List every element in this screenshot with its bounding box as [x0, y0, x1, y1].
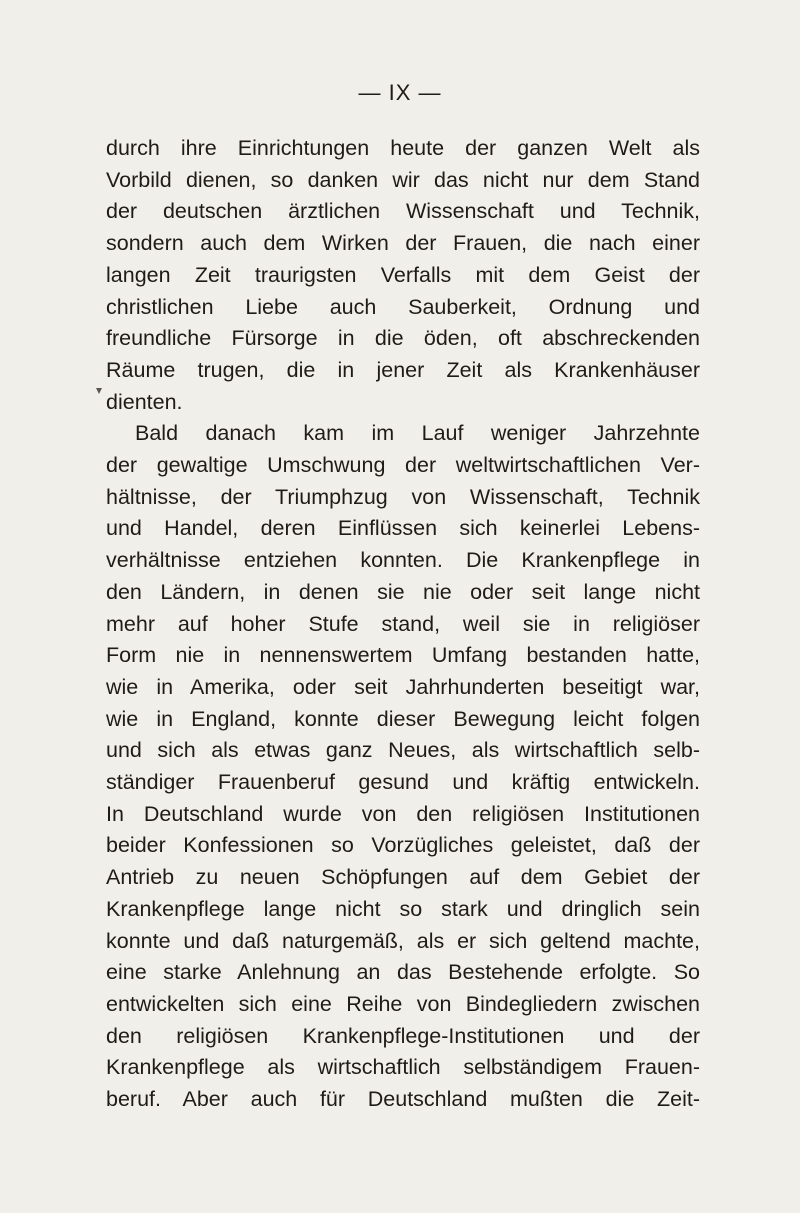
text-line: den religiösen Krankenpflege-Institutionen und der — [106, 1023, 700, 1048]
text-line: langen Zeit traurigsten Verfalls mit dem Geist der — [106, 262, 700, 287]
text-line: Vorbild dienen, so danken wir das nicht nur dem Stand — [106, 167, 700, 192]
text-line: Antrieb zu neuen Schöpfungen auf dem Gebiet der — [106, 865, 700, 890]
text-line: freundliche Fürsorge in die öden, oft abschreckenden — [106, 326, 700, 351]
paragraph — [106, 133, 700, 418]
text-line: ständiger Frauenberuf gesund und kräftig entwickeln. — [106, 770, 700, 795]
text-line: Form nie in nennenswertem Umfang bestanden hatte, — [106, 643, 700, 668]
text-line: durch ihre Einrichtungen heute der ganzen Welt als — [106, 136, 700, 160]
text-line: In Deutschland wurde von den religiösen Institutionen — [106, 801, 700, 826]
body-text — [106, 133, 700, 1116]
text-line: verhältnisse entziehen konnten. Die Krankenpflege in — [106, 548, 700, 573]
text-line: mehr auf hoher Stufe stand, weil sie in religiöser — [106, 611, 700, 636]
text-line: konnte und daß naturgemäß, als er sich geltend machte, — [106, 928, 700, 953]
text-line: wie in England, konnte dieser Bewegung leicht folgen — [106, 706, 700, 731]
page-number: — IX — — [358, 80, 442, 105]
edge-mark — [96, 388, 102, 394]
text-line: und Handel, deren Einflüssen sich keinerlei Lebens- — [106, 516, 700, 541]
text-line: beruf. Aber auch für Deutschland mußten die Zeit- — [106, 1087, 700, 1112]
text-line: dienten. — [106, 389, 183, 414]
paragraph — [106, 418, 700, 1115]
text-line: Krankenpflege lange nicht so stark und dringlich sein — [106, 896, 700, 921]
text-line: Krankenpflege als wirtschaftlich selbständigem Frauen- — [106, 1055, 700, 1080]
text-line: der gewaltige Umschwung der weltwirtschaftlichen Ver- — [106, 453, 700, 478]
text-line: entwickelten sich eine Reihe von Bindegliedern zwischen — [106, 991, 700, 1016]
text-line: den Ländern, in denen sie nie oder seit lange nicht — [106, 579, 700, 604]
text-line: und sich als etwas ganz Neues, als wirtschaftlich selb- — [106, 738, 700, 763]
text-line: Bald danach kam im Lauf weniger Jahrzehnte — [135, 421, 700, 446]
text-line: wie in Amerika, oder seit Jahrhunderten beseitigt war, — [106, 674, 700, 699]
text-line: eine starke Anlehnung an das Bestehende erfolgte. So — [106, 960, 700, 985]
text-line: beider Konfessionen so Vorzügliches geleistet, daß der — [106, 833, 700, 858]
text-line: der deutschen ärztlichen Wissenschaft und Technik, — [106, 199, 700, 224]
text-line: christlichen Liebe auch Sauberkeit, Ordnung und — [106, 294, 700, 319]
text-line: Räume trugen, die in jener Zeit als Krankenhäuser — [106, 357, 700, 382]
text-line: hältnisse, der Triumphzug von Wissenschaft, Technik — [106, 484, 700, 509]
text-line: sondern auch dem Wirken der Frauen, die nach einer — [106, 231, 700, 256]
